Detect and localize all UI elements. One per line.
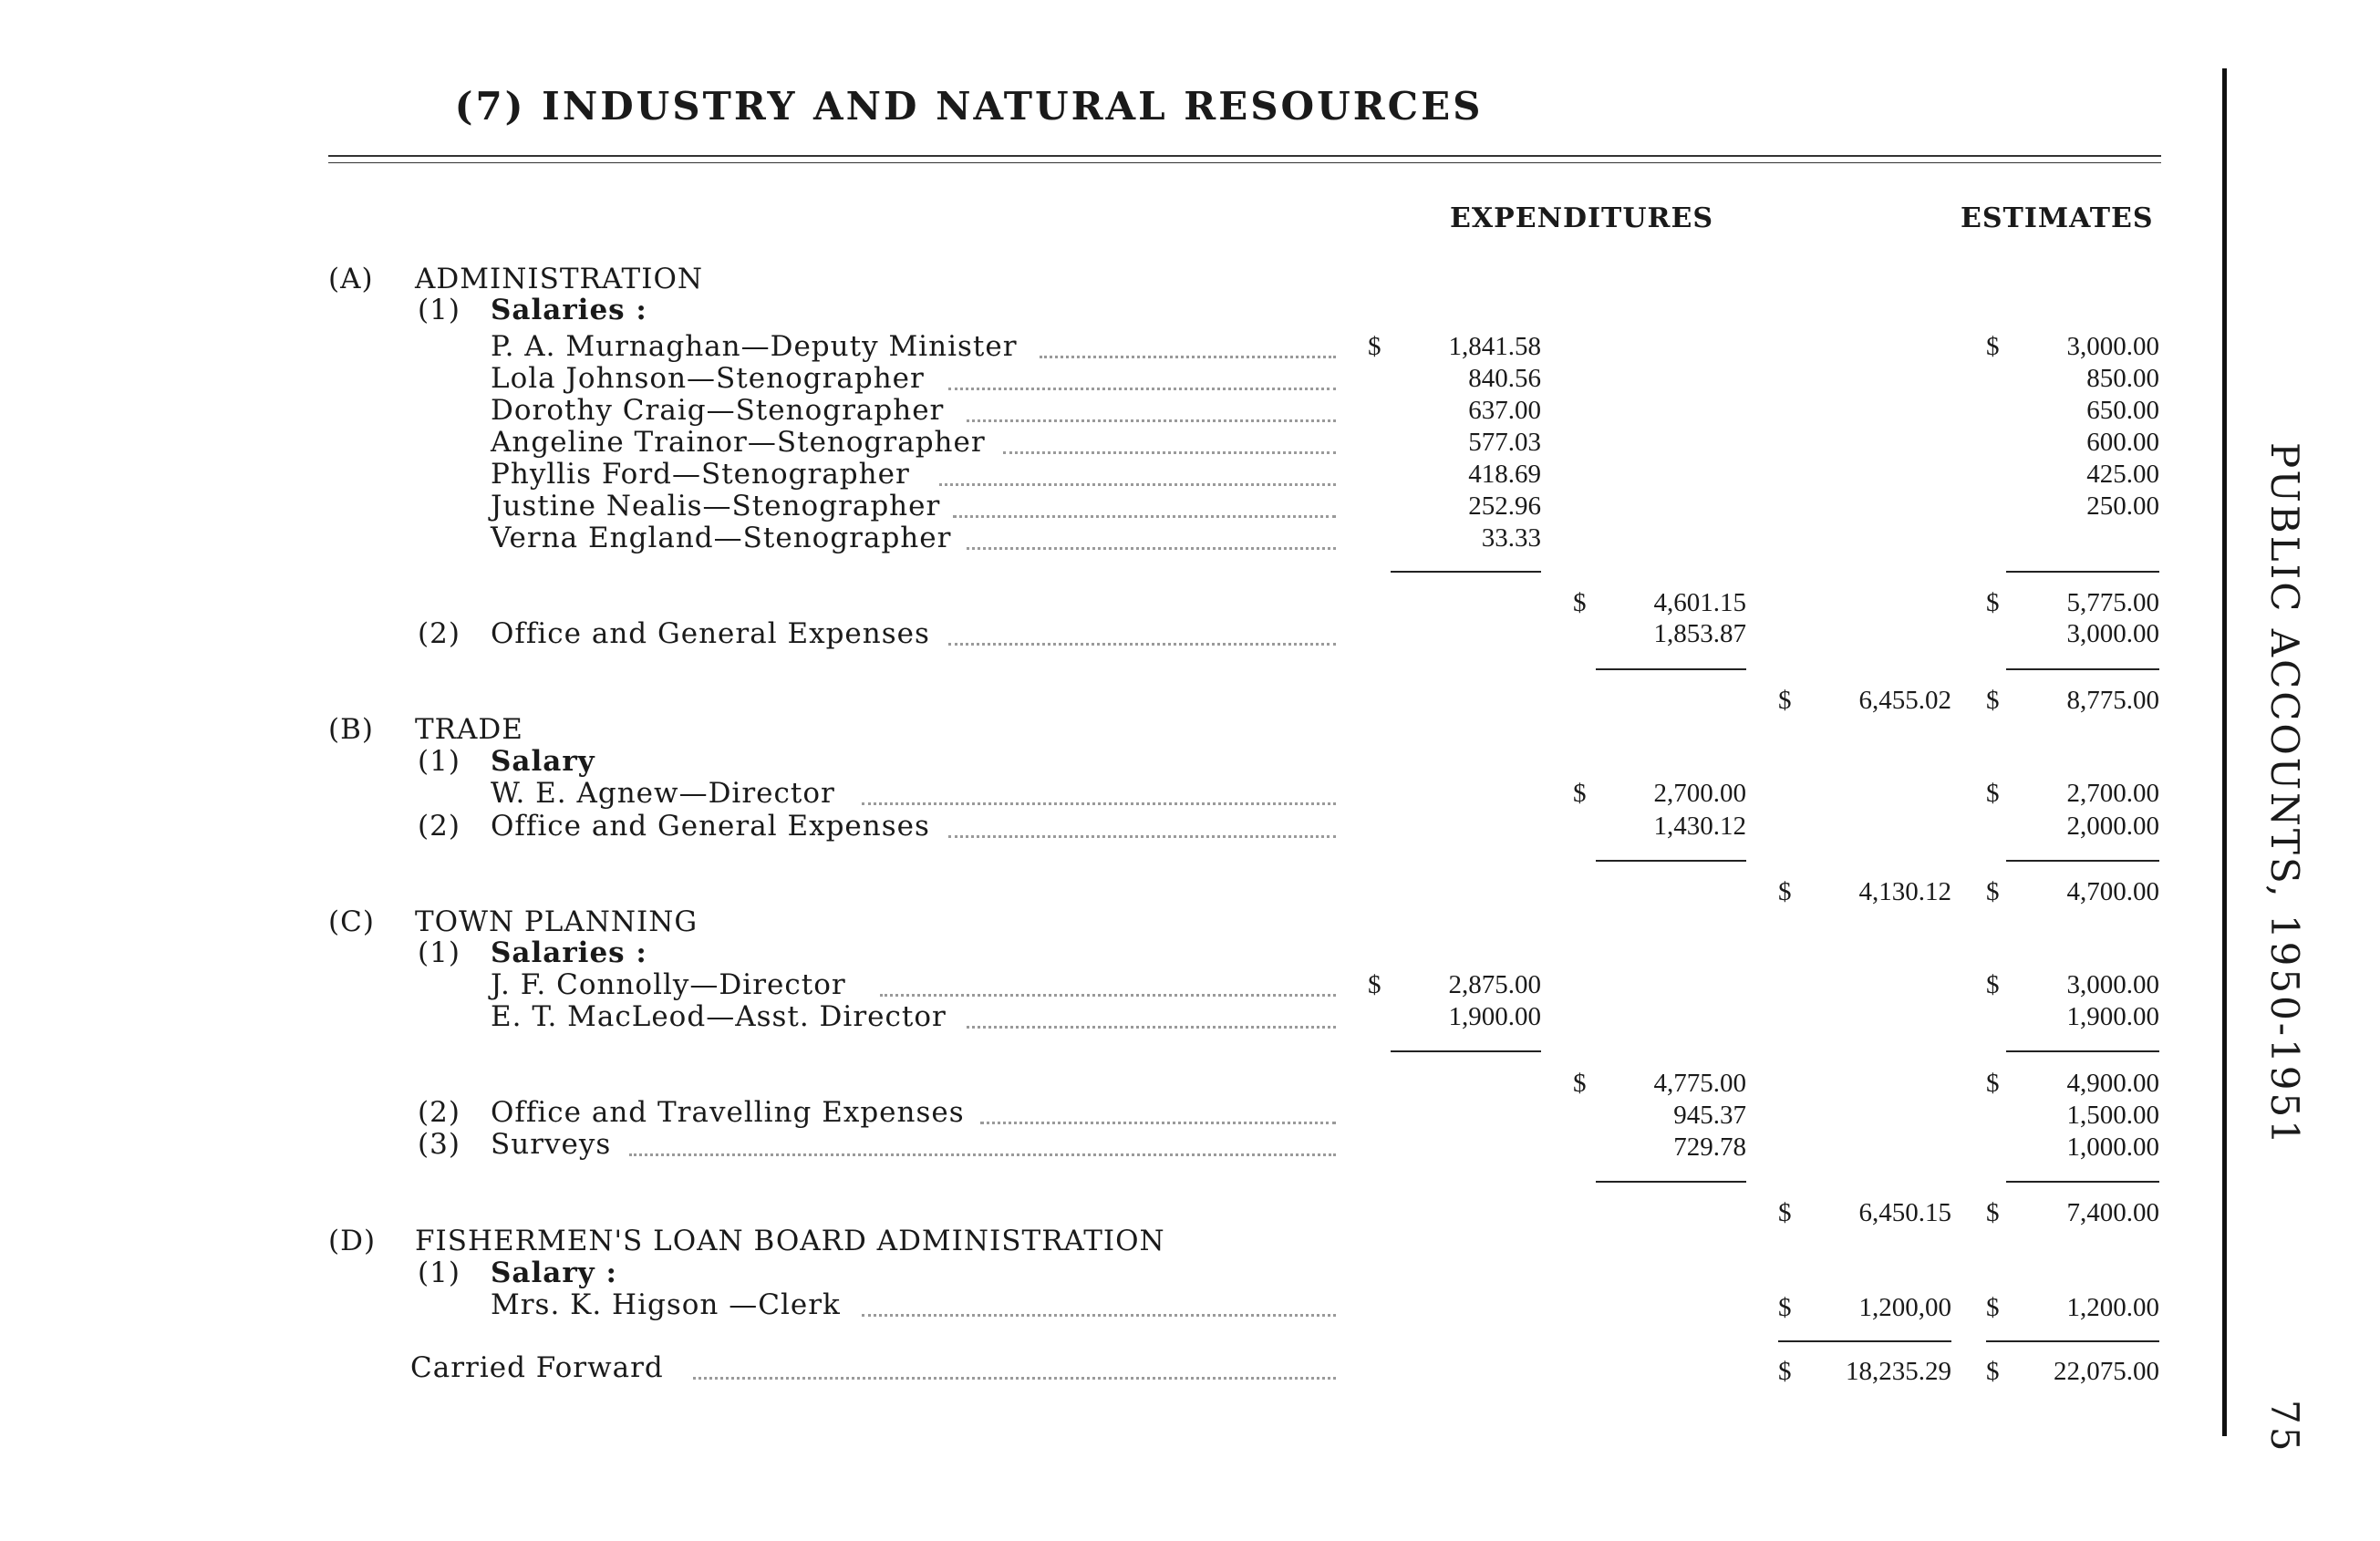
margin-rule xyxy=(2222,68,2227,1436)
line-label: Office and General Expenses xyxy=(491,810,930,843)
dollar-sign: $ xyxy=(1986,1293,2000,1322)
line-label: Surveys xyxy=(491,1128,612,1161)
line-label: W. E. Agnew—Director xyxy=(491,777,835,810)
dollar-sign: $ xyxy=(1778,1357,1792,1386)
item-number: (2) xyxy=(418,810,460,843)
section-total: 6,455.02 xyxy=(1858,686,1951,715)
item-label: Salary : xyxy=(491,1257,617,1289)
item-number: (1) xyxy=(418,294,460,326)
carried-forward-label: Carried Forward xyxy=(410,1351,664,1384)
amount: 1,841.58 xyxy=(1448,332,1541,361)
item-number: (1) xyxy=(418,936,460,969)
amount: 637.00 xyxy=(1468,396,1541,425)
line-label: Office and General Expenses xyxy=(491,617,930,650)
amount: 418.69 xyxy=(1468,460,1541,489)
section-total: 4,700.00 xyxy=(2066,877,2159,906)
running-header: PUBLIC ACCOUNTS, 1950-1951 xyxy=(2262,442,2307,1147)
amount: 577.03 xyxy=(1468,428,1541,457)
line-label: Phyllis Ford—Stenographer xyxy=(491,458,910,491)
subtotal-rule xyxy=(1596,1181,1746,1183)
dot-leader xyxy=(980,1122,1336,1124)
item-label: Salaries : xyxy=(491,936,647,969)
dollar-sign: $ xyxy=(1573,588,1587,617)
section-total: 8,775.00 xyxy=(2066,686,2159,715)
page-title: (7) INDUSTRY AND NATURAL RESOURCES xyxy=(454,84,1484,129)
dollar-sign: $ xyxy=(1986,332,2000,361)
amount: 2,700.00 xyxy=(2066,779,2159,808)
dollar-sign: $ xyxy=(1778,686,1792,715)
item-number: (2) xyxy=(418,1096,460,1129)
line-label: Office and Travelling Expenses xyxy=(491,1096,965,1129)
dollar-sign: $ xyxy=(1573,779,1587,808)
amount: 1,000.00 xyxy=(2066,1132,2159,1162)
dollar-sign: $ xyxy=(1778,1198,1792,1227)
subtotal-rule xyxy=(1391,571,1541,573)
subtotal-amount: 4,900.00 xyxy=(2066,1069,2159,1098)
total-rule xyxy=(1778,1340,1951,1342)
dollar-sign: $ xyxy=(1778,877,1792,906)
subtotal-rule xyxy=(2006,860,2159,862)
amount: 945.37 xyxy=(1673,1101,1746,1130)
amount: 1,853.87 xyxy=(1653,619,1746,648)
dot-leader xyxy=(967,1026,1336,1029)
subtotal-rule xyxy=(2006,571,2159,573)
amount: 2,000.00 xyxy=(2066,812,2159,841)
line-label: Lola Johnson—Stenographer xyxy=(491,362,925,395)
amount: 425.00 xyxy=(2086,460,2159,489)
amount: 3,000.00 xyxy=(2066,619,2159,648)
subtotal-rule xyxy=(2006,668,2159,670)
item-number: (3) xyxy=(418,1128,460,1161)
amount: 1,900.00 xyxy=(2066,1002,2159,1031)
line-label: Dorothy Craig—Stenographer xyxy=(491,394,945,427)
dot-leader xyxy=(967,419,1336,422)
amount: 2,875.00 xyxy=(1448,970,1541,999)
title-rule-2 xyxy=(328,162,2161,163)
subtotal-amount: 4,775.00 xyxy=(1653,1069,1746,1098)
amount: 850.00 xyxy=(2086,364,2159,393)
section-name: ADMINISTRATION xyxy=(415,263,704,295)
section-total: 6,450.15 xyxy=(1858,1198,1951,1227)
amount: 1,200.00 xyxy=(2066,1293,2159,1322)
amount: 840.56 xyxy=(1468,364,1541,393)
line-label: Angeline Trainor—Stenographer xyxy=(491,426,986,459)
section-name: FISHERMEN'S LOAN BOARD ADMINISTRATION xyxy=(415,1225,1165,1257)
line-label: Mrs. K. Higson —Clerk xyxy=(491,1288,841,1321)
amount: 1,200,00 xyxy=(1858,1293,1951,1322)
dot-leader xyxy=(693,1377,1336,1380)
dot-leader xyxy=(948,835,1336,838)
item-number: (1) xyxy=(418,1257,460,1289)
line-label: J. F. Connolly—Director xyxy=(491,968,846,1001)
section-letter: (B) xyxy=(328,713,374,746)
dollar-sign: $ xyxy=(1986,1069,2000,1098)
dot-leader xyxy=(967,547,1336,550)
subtotal-amount: 5,775.00 xyxy=(2066,588,2159,617)
amount: 1,500.00 xyxy=(2066,1101,2159,1130)
subtotal-rule xyxy=(2006,1181,2159,1183)
line-label: E. T. MacLeod—Asst. Director xyxy=(491,1000,947,1033)
dot-leader xyxy=(862,1314,1336,1317)
section-name: TRADE xyxy=(415,713,523,746)
dollar-sign: $ xyxy=(1368,970,1381,999)
column-header-estimates: ESTIMATES xyxy=(1961,202,2154,234)
dot-leader xyxy=(1040,356,1336,358)
dollar-sign: $ xyxy=(1986,779,2000,808)
title-rule xyxy=(328,155,2161,157)
section-total: 4,130.12 xyxy=(1858,877,1951,906)
amount: 3,000.00 xyxy=(2066,970,2159,999)
dot-leader xyxy=(862,802,1336,805)
amount: 250.00 xyxy=(2086,491,2159,521)
dollar-sign: $ xyxy=(1778,1293,1792,1322)
amount: 3,000.00 xyxy=(2066,332,2159,361)
dollar-sign: $ xyxy=(1986,877,2000,906)
dot-leader xyxy=(939,483,1336,486)
amount: 252.96 xyxy=(1468,491,1541,521)
amount: 650.00 xyxy=(2086,396,2159,425)
dollar-sign: $ xyxy=(1368,332,1381,361)
line-label: Verna England—Stenographer xyxy=(491,522,952,554)
dot-leader xyxy=(953,515,1336,518)
dot-leader xyxy=(629,1153,1336,1156)
section-total: 7,400.00 xyxy=(2066,1198,2159,1227)
line-label: P. A. Murnaghan—Deputy Minister xyxy=(491,330,1018,363)
carried-forward-expenditures: 18,235.29 xyxy=(1846,1357,1951,1386)
dot-leader xyxy=(948,388,1336,390)
dot-leader xyxy=(880,994,1336,997)
subtotal-rule xyxy=(1391,1050,1541,1052)
column-header-expenditures: EXPENDITURES xyxy=(1450,202,1713,234)
amount: 1,430.12 xyxy=(1653,812,1746,841)
section-letter: (A) xyxy=(328,263,374,295)
item-label: Salary xyxy=(491,745,595,778)
dot-leader xyxy=(1003,451,1336,454)
amount: 600.00 xyxy=(2086,428,2159,457)
dot-leader xyxy=(948,643,1336,646)
dollar-sign: $ xyxy=(1986,1357,2000,1386)
dollar-sign: $ xyxy=(1986,686,2000,715)
subtotal-rule xyxy=(1596,860,1746,862)
subtotal-rule xyxy=(1596,668,1746,670)
carried-forward-estimates: 22,075.00 xyxy=(2054,1357,2159,1386)
section-letter: (C) xyxy=(328,905,375,938)
line-label: Justine Nealis—Stenographer xyxy=(491,490,941,522)
amount: 1,900.00 xyxy=(1448,1002,1541,1031)
amount: 33.33 xyxy=(1481,523,1541,553)
amount: 2,700.00 xyxy=(1653,779,1746,808)
dollar-sign: $ xyxy=(1986,588,2000,617)
subtotal-rule xyxy=(2006,1050,2159,1052)
section-letter: (D) xyxy=(328,1225,377,1257)
dollar-sign: $ xyxy=(1986,1198,2000,1227)
dollar-sign: $ xyxy=(1986,970,2000,999)
total-rule xyxy=(1986,1340,2159,1342)
item-number: (2) xyxy=(418,617,460,650)
subtotal-amount: 4,601.15 xyxy=(1653,588,1746,617)
section-name: TOWN PLANNING xyxy=(415,905,698,938)
page-number: 75 xyxy=(2262,1400,2307,1454)
item-label: Salaries : xyxy=(491,294,647,326)
amount: 729.78 xyxy=(1673,1132,1746,1162)
item-number: (1) xyxy=(418,745,460,778)
dollar-sign: $ xyxy=(1573,1069,1587,1098)
